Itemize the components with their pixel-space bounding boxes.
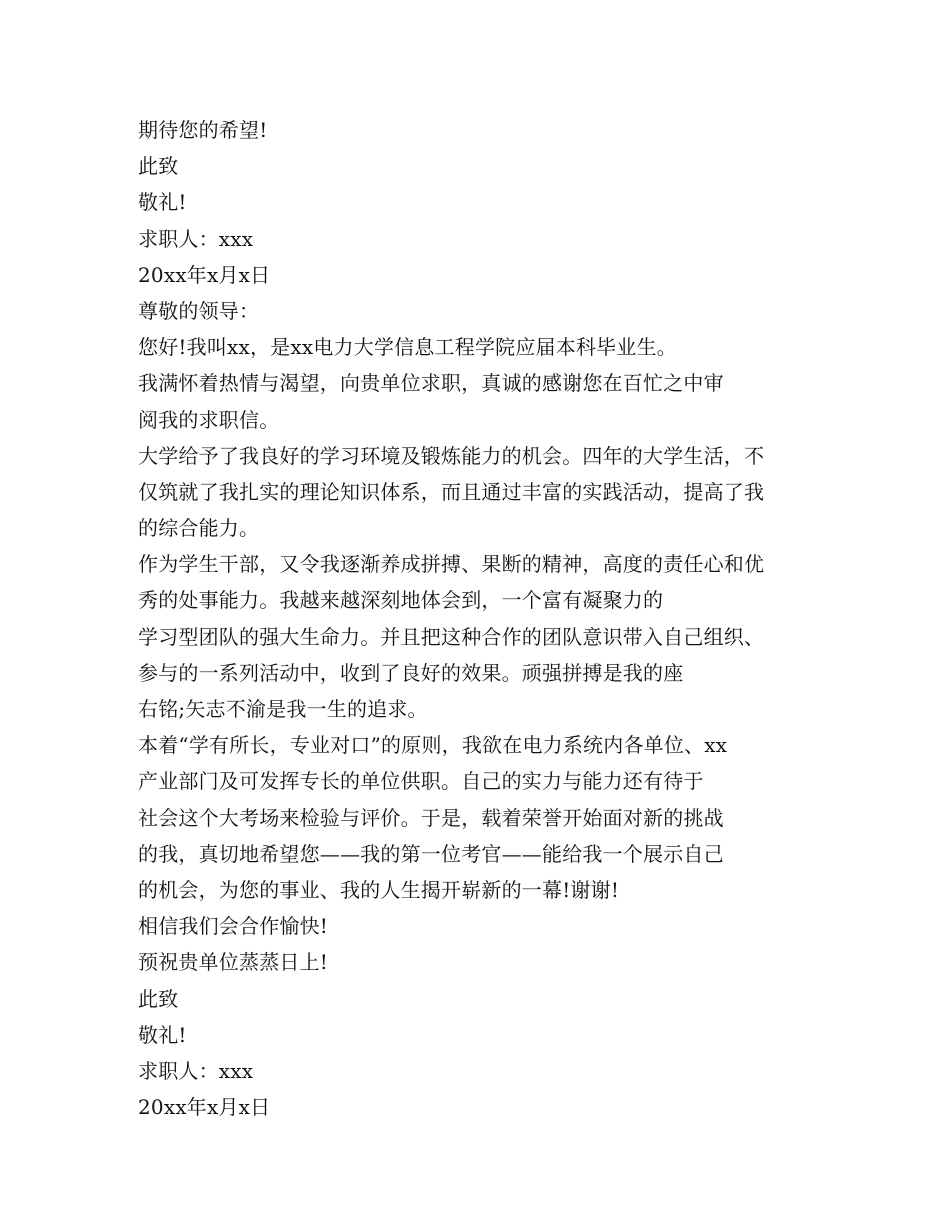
paragraph-line: 社会这个大考场来检验与评价。于是，载着荣誉开始面对新的挑战	[138, 805, 724, 830]
applicant-signature: 求职人：xxx	[138, 226, 254, 251]
paragraph-line: 学习型团队的强大生命力。并且把这种合作的团队意识带入自己组织、	[138, 624, 765, 649]
salutation-jingli: 敬礼!	[138, 190, 187, 215]
paragraph-line: 的我，真切地希望您——我的第一位考官——能给我一个展示自己	[138, 841, 724, 866]
paragraph-line: 的机会，为您的事业、我的人生揭开崭新的一幕!谢谢!	[138, 877, 620, 902]
closing-line: 预祝贵单位蒸蒸日上!	[138, 950, 329, 975]
paragraph-line: 仅筑就了我扎实的理论知识体系，而且通过丰富的实践活动，提高了我	[138, 479, 765, 504]
closing-hope-line: 期待您的希望!	[138, 118, 268, 142]
salutation-cizhi: 此致	[138, 154, 179, 179]
paragraph-line: 作为学生干部，又令我逐渐养成拼搏、果断的精神，高度的责任心和优	[138, 552, 765, 577]
paragraph-line: 大学给予了我良好的学习环境及锻炼能力的机会。四年的大学生活，不	[138, 443, 765, 468]
letter-date: 20xx年x月x日	[138, 262, 271, 287]
greeting-line: 尊敬的领导：	[138, 298, 260, 323]
paragraph-line: 我满怀着热情与渴望，向贵单位求职，真诚的感谢您在百忙之中审	[138, 371, 724, 396]
paragraph-line: 秀的处事能力。我越来越深刻地体会到，一个富有凝聚力的	[138, 588, 664, 613]
letter-body	[138, 112, 818, 1125]
applicant-signature: 求职人：xxx	[138, 1058, 254, 1083]
paragraph-line: 产业部门及可发挥专长的单位供职。自己的实力与能力还有待于	[138, 769, 704, 794]
paragraph-line: 阅我的求职信。	[138, 407, 280, 432]
paragraph-line: 右铭;矢志不渝是我一生的追求。	[138, 697, 428, 721]
intro-line: 您好!我叫xx，是xx电力大学信息工程学院应届本科毕业生。	[138, 335, 677, 360]
salutation-jingli: 敬礼!	[138, 1022, 187, 1047]
paragraph-line: 参与的一系列活动中，收到了良好的效果。顽强拼搏是我的座	[138, 660, 684, 685]
letter-date: 20xx年x月x日	[138, 1095, 271, 1120]
salutation-cizhi: 此致	[138, 986, 179, 1011]
closing-line: 相信我们会合作愉快!	[138, 914, 329, 939]
paragraph-line: 的综合能力。	[138, 516, 260, 541]
paragraph-line: 本着“学有所长，专业对口”的原则，我欲在电力系统内各单位、xx	[138, 733, 728, 758]
